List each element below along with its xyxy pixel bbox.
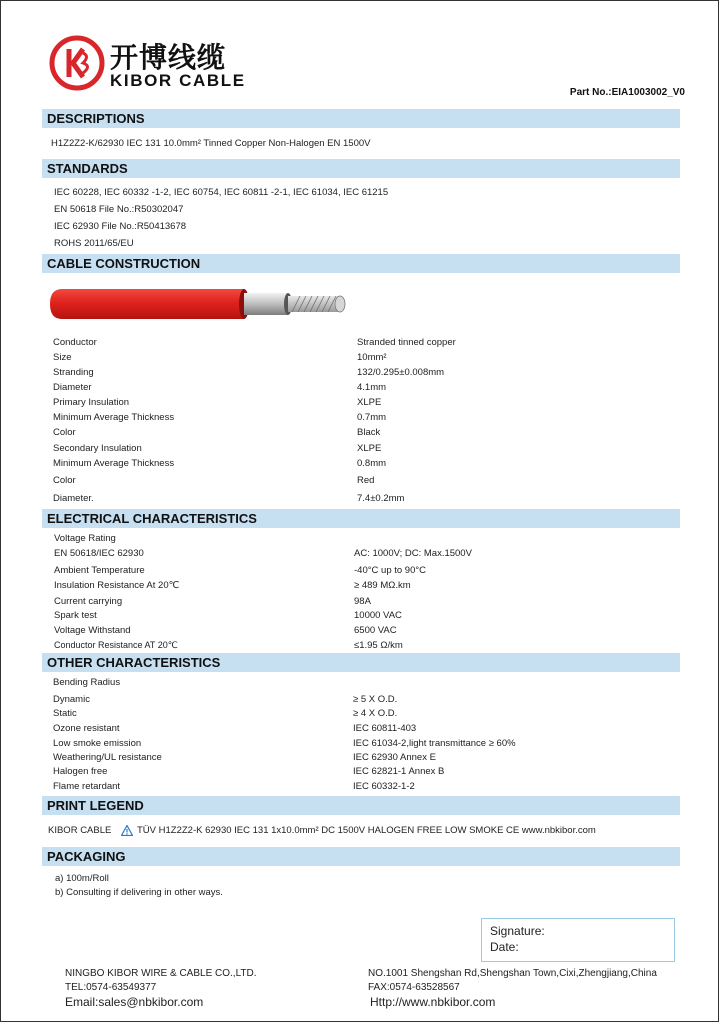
construction-value: 4.1mm <box>357 382 387 393</box>
cable-cross-section-image <box>48 287 350 321</box>
standard-line: EN 50618 File No.:R50302047 <box>54 204 184 215</box>
footer-tel: TEL:0574-63549377 <box>65 982 157 993</box>
electrical-value: ≥ 489 MΩ.km <box>354 580 411 591</box>
other-value: IEC 62821-1 Annex B <box>353 766 445 777</box>
section-construction-header: CABLE CONSTRUCTION <box>42 254 680 273</box>
footer-fax: FAX:0574-63528567 <box>368 982 460 993</box>
construction-label: Conductor <box>53 337 97 348</box>
electrical-label: Spark test <box>54 610 97 621</box>
electrical-value: -40°C up to 90°C <box>354 565 427 576</box>
other-value: IEC 62930 Annex E <box>353 752 436 763</box>
construction-label: Secondary Insulation <box>53 443 142 454</box>
footer-address: NO.1001 Shengshan Rd,Shengshan Town,Cixi,Zhengjiang,China <box>368 968 657 979</box>
other-label: Ozone resistant <box>53 723 120 734</box>
section-print-legend-header: PRINT LEGEND <box>42 796 680 815</box>
other-label: Flame retardant <box>53 781 121 792</box>
footer-email[interactable]: Email:sales@nbkibor.com <box>65 995 204 1009</box>
electrical-label: Conductor Resistance AT 20℃ <box>54 640 178 650</box>
packaging-line: b) Consulting if delivering in other ways. <box>55 887 223 898</box>
electrical-label: Insulation Resistance At 20℃ <box>54 580 180 591</box>
logo-chinese-name: 开博线缆 <box>110 42 227 73</box>
construction-label: Diameter. <box>53 493 94 504</box>
standard-line: IEC 62930 File No.:R50413678 <box>54 221 187 232</box>
electrical-label: Current carrying <box>54 596 123 607</box>
construction-value: Black <box>357 427 381 438</box>
footer-company: NINGBO KIBOR WIRE & CABLE CO.,LTD. <box>65 968 257 979</box>
construction-label: Minimum Average Thickness <box>53 458 175 469</box>
electrical-label: Ambient Temperature <box>54 565 145 576</box>
description-text: H1Z2Z2-K/62930 IEC 131 10.0mm² Tinned Copper Non-Halogen EN 1500V <box>51 138 371 149</box>
construction-value: Red <box>357 475 375 486</box>
construction-value: XLPE <box>357 397 382 408</box>
section-packaging-header: PACKAGING <box>42 847 680 866</box>
standard-line: IEC 60228, IEC 60332 -1-2, IEC 60754, IEC 60811 -2-1, IEC 61034, IEC 61215 <box>54 187 389 198</box>
footer-website[interactable]: Http://www.nbkibor.com <box>370 995 496 1009</box>
construction-value: Stranded tinned copper <box>357 337 456 348</box>
electrical-label: Voltage Rating <box>54 533 116 544</box>
construction-label: Color <box>53 475 76 486</box>
construction-label: Diameter <box>53 382 92 393</box>
other-value: ≥ 4 X O.D. <box>353 708 398 719</box>
construction-value: 132/0.295±0.008mm <box>357 367 445 378</box>
packaging-line: a) 100m/Roll <box>55 873 109 884</box>
other-label: Low smoke emission <box>53 738 142 749</box>
construction-label: Stranding <box>53 367 94 378</box>
other-value: ≥ 5 X O.D. <box>353 694 398 705</box>
electrical-value: 6500 VAC <box>354 625 397 636</box>
construction-label: Color <box>53 427 76 438</box>
electrical-value: 98A <box>354 596 371 607</box>
other-label: Dynamic <box>53 694 90 705</box>
other-label: Static <box>53 708 77 719</box>
electrical-label: EN 50618/IEC 62930 <box>54 548 144 559</box>
date-label: Date: <box>490 940 519 954</box>
other-label: Halogen free <box>53 766 108 777</box>
other-value: IEC 60811-403 <box>353 723 417 734</box>
construction-value: 0.7mm <box>357 412 387 423</box>
electrical-label: Voltage Withstand <box>54 625 131 636</box>
other-value: IEC 60332-1-2 <box>353 781 415 792</box>
section-other-header: OTHER CHARACTERISTICS <box>42 653 680 672</box>
construction-label: Minimum Average Thickness <box>53 412 175 423</box>
electrical-value: 10000 VAC <box>354 610 402 621</box>
signature-label: Signature: <box>490 924 545 938</box>
electrical-value: ≤1.95 Ω/km <box>354 640 403 651</box>
logo-english-name: KIBOR CABLE <box>110 71 246 90</box>
other-label: Bending Radius <box>53 677 121 688</box>
section-standards-header: STANDARDS <box>42 159 680 178</box>
electrical-value: AC: 1000V; DC: Max.1500V <box>354 548 472 559</box>
section-electrical-header: ELECTRICAL CHARACTERISTICS <box>42 509 680 528</box>
construction-value: 0.8mm <box>357 458 387 469</box>
construction-value: XLPE <box>357 443 382 454</box>
construction-label: Primary Insulation <box>53 397 130 408</box>
other-label: Weathering/UL resistance <box>53 752 162 763</box>
construction-value: 7.4±0.2mm <box>357 493 405 504</box>
kibor-logo-icon <box>49 35 105 91</box>
part-number: Part No.:EIA1003002_V0 <box>569 87 685 98</box>
other-value: IEC 61034-2,light transmittance ≥ 60% <box>353 738 516 749</box>
construction-label: Size <box>53 352 72 363</box>
section-descriptions-header: DESCRIPTIONS <box>42 109 680 128</box>
standard-line: ROHS 2011/65/EU <box>54 238 134 249</box>
print-legend-brand: KIBOR CABLE <box>48 825 112 836</box>
warning-triangle-icon <box>121 825 133 836</box>
print-legend-text: TÜV H1Z2Z2-K 62930 IEC 131 1x10.0mm² DC 1500V HALOGEN FREE LOW SMOKE CE www.nbkibor.com <box>137 825 596 836</box>
construction-value: 10mm² <box>357 352 387 363</box>
